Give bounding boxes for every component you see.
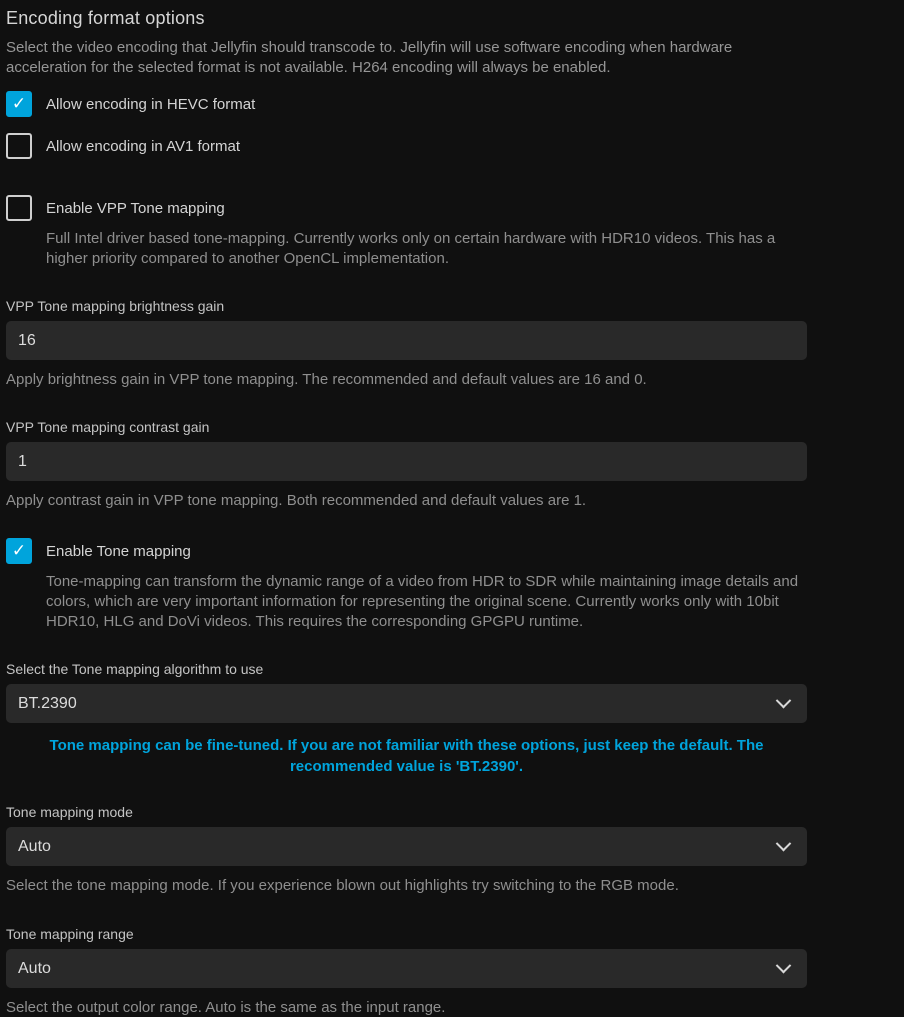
checkbox-av1-label: Allow encoding in AV1 format	[46, 137, 240, 155]
tone-mapping-description: Tone-mapping can transform the dynamic range of a video from HDR to SDR while maintaining image details and colors, which are very important information for representing the original scene. Currently works only with 10bit HDR10, HLG and DoVi videos. This requires the corresponding GPGPU runtime.	[46, 573, 799, 630]
vpp-brightness-label: VPP Tone mapping brightness gain	[6, 298, 225, 314]
field-tone-mapping-mode	[6, 804, 904, 895]
checkbox-tone-mapping-box[interactable]	[6, 538, 32, 564]
tone-mapping-algorithm-note: Tone mapping can be fine-tuned. If you are not familiar with these options, just keep the default. The recommended value is 'BT.2390'.	[49, 737, 764, 775]
field-tone-mapping-algorithm	[6, 661, 904, 777]
vpp-contrast-label: VPP Tone mapping contrast gain	[6, 419, 210, 435]
checkbox-av1[interactable]	[6, 133, 904, 159]
checkbox-hevc-label: Allow encoding in HEVC format	[46, 95, 256, 113]
tone-mapping-mode-select[interactable]	[6, 827, 807, 866]
field-tone-mapping-range	[6, 926, 904, 1017]
tone-mapping-algorithm-select[interactable]	[6, 684, 807, 723]
tone-mapping-algorithm-value: BT.2390	[18, 694, 77, 712]
chevron-down-icon	[776, 836, 792, 852]
checkbox-hevc[interactable]	[6, 91, 904, 117]
vpp-tone-mapping-description: Full Intel driver based tone-mapping. Currently works only on certain hardware with HDR10 videos. This has a higher priority compared to another OpenCL implementation.	[46, 230, 776, 267]
checkbox-vpp-label: Enable VPP Tone mapping	[46, 199, 225, 217]
checkmark-icon: ✓	[11, 540, 27, 560]
checkmark-icon: ✓	[11, 93, 27, 113]
vpp-contrast-help: Apply contrast gain in VPP tone mapping. Both recommended and default values are 1.	[6, 492, 587, 509]
checkbox-vpp-box[interactable]	[6, 195, 32, 221]
page-title: Encoding format options	[6, 8, 205, 28]
vpp-contrast-input[interactable]	[6, 442, 807, 481]
tone-mapping-algorithm-label: Select the Tone mapping algorithm to use	[6, 661, 264, 677]
tone-mapping-range-label: Tone mapping range	[6, 926, 134, 942]
checkbox-tone-mapping-label: Enable Tone mapping	[46, 542, 191, 560]
tone-mapping-mode-value: Auto	[18, 837, 51, 855]
tone-mapping-mode-help: Select the tone mapping mode. If you experience blown out highlights try switching to the RGB mode.	[6, 877, 679, 894]
chevron-down-icon	[776, 958, 792, 974]
checkbox-vpp-tone-mapping[interactable]	[6, 195, 904, 221]
page-description: Select the video encoding that Jellyfin should transcode to. Jellyfin will use software encoding when hardware acceleration for the selected format is not available. H264 encoding will always be enabled.	[6, 39, 733, 76]
checkbox-tone-mapping[interactable]	[6, 538, 904, 564]
checkbox-av1-box[interactable]	[6, 133, 32, 159]
vpp-brightness-help: Apply brightness gain in VPP tone mapping. The recommended and default values are 16 and 0.	[6, 371, 647, 388]
tone-mapping-range-value: Auto	[18, 959, 51, 977]
chevron-down-icon	[776, 693, 792, 709]
tone-mapping-mode-label: Tone mapping mode	[6, 804, 133, 820]
checkbox-hevc-box[interactable]	[6, 91, 32, 117]
field-vpp-contrast	[6, 419, 904, 510]
tone-mapping-range-select[interactable]	[6, 949, 807, 988]
field-vpp-brightness	[6, 298, 904, 389]
vpp-brightness-input[interactable]	[6, 321, 807, 360]
tone-mapping-range-help: Select the output color range. Auto is the same as the input range.	[6, 999, 446, 1016]
